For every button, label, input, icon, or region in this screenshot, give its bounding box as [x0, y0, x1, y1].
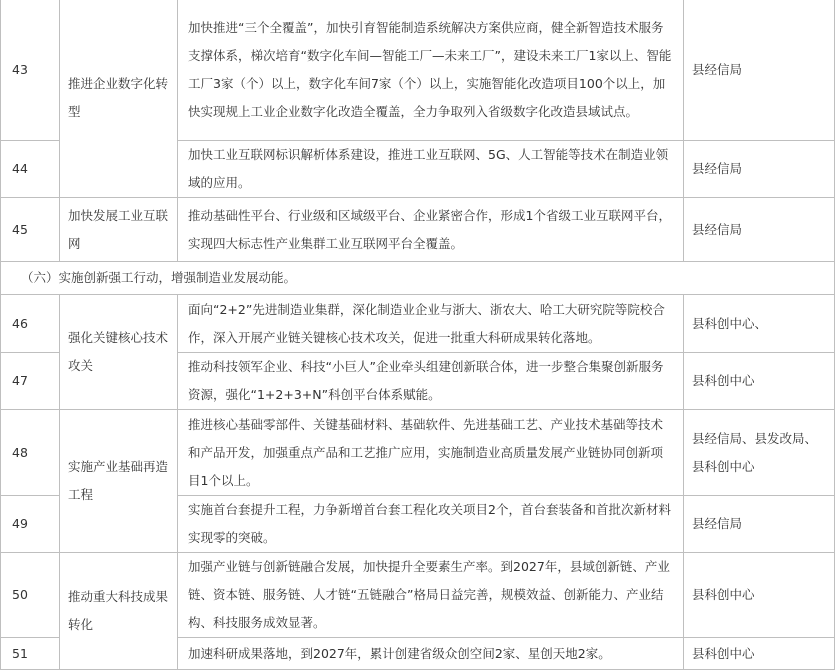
row-number: 48: [1, 410, 60, 496]
category-cell: 推进企业数字化转型: [60, 0, 178, 198]
section-row: [1, 262, 835, 295]
responsible-dept: 县科创中心: [684, 553, 835, 638]
responsible-dept: 县科创中心: [684, 353, 835, 410]
category-cell: 加快发展工业互联网: [60, 198, 178, 262]
row-number: 50: [1, 553, 60, 638]
row-number: 43: [1, 0, 60, 141]
row-number: 45: [1, 198, 60, 262]
responsible-dept: 县科创中心、: [684, 295, 835, 353]
row-number: 49: [1, 496, 60, 553]
task-content: 加速科研成果落地，到2027年，累计创建省级众创空间2家、星创天地2家。: [178, 638, 684, 670]
category-cell: 实施产业基础再造工程: [60, 410, 178, 553]
row-number: 44: [1, 141, 60, 198]
task-content: 加强产业链与创新链融合发展，加快提升全要素生产率。到2027年，县域创新链、产业链、资本链、服务链、人才链“五链融合”格局日益完善，规模效益、创新能力、产业结构、科技服务成效显著。: [178, 553, 684, 638]
task-content: 面向“2+2”先进制造业集群，深化制造业企业与浙大、浙农大、哈工大研究院等院校合作，深入开展产业链关键核心技术攻关，促进一批重大科研成果转化落地。: [178, 295, 684, 353]
task-content: 推动基础性平台、行业级和区域级平台、企业紧密合作，形成1个省级工业互联网平台，实现四大标志性产业集群工业互联网平台全覆盖。: [178, 198, 684, 262]
category-cell: 推动重大科技成果转化: [60, 553, 178, 670]
section-heading: （六）实施创新强工行动，增强制造业发展动能。: [1, 262, 835, 295]
table-row: [1, 410, 835, 496]
task-content: 推进核心基础零部件、关键基础材料、基础软件、先进基础工艺、产业技术基础等技术和产品开发，加强重点产品和工艺推广应用，实施制造业高质量发展产业链协同创新项目1个以上。: [178, 410, 684, 496]
task-content: 推动科技领军企业、科技“小巨人”企业牵头组建创新联合体，进一步整合集聚创新服务资源，强化“1+2+3+N”科创平台体系赋能。: [178, 353, 684, 410]
task-content: 实施首台套提升工程，力争新增首台套工程化攻关项目2个，首台套装备和首批次新材料实现零的突破。: [178, 496, 684, 553]
responsible-dept: 县经信局: [684, 496, 835, 553]
table-row: [1, 553, 835, 638]
responsible-dept: 县经信局: [684, 198, 835, 262]
responsible-dept: 县科创中心: [684, 638, 835, 670]
task-content: 加快推进“三个全覆盖”，加快引育智能制造系统解决方案供应商，健全新智造技术服务支撑体系，梯次培育“数字化车间—智能工厂—未来工厂”，建设未来工厂1家以上、智能工厂3家（个）以上，数字化车间7家（个）以上，实施智能化改造项目100个以上，加快实现规上工业企业数字化改造全覆盖，全力争取列入省级数字化改造县域试点。: [178, 0, 684, 141]
row-number: 47: [1, 353, 60, 410]
responsible-dept: 县经信局、县发改局、县科创中心: [684, 410, 835, 496]
row-number: 46: [1, 295, 60, 353]
row-number: 51: [1, 638, 60, 670]
table-row: [1, 0, 835, 141]
responsible-dept: 县经信局: [684, 0, 835, 141]
category-cell: 强化关键核心技术攻关: [60, 295, 178, 410]
table-row: [1, 198, 835, 262]
responsible-dept: 县经信局: [684, 141, 835, 198]
table-row: [1, 295, 835, 353]
task-content: 加快工业互联网标识解析体系建设，推进工业互联网、5G、人工智能等技术在制造业领域的应用。: [178, 141, 684, 198]
